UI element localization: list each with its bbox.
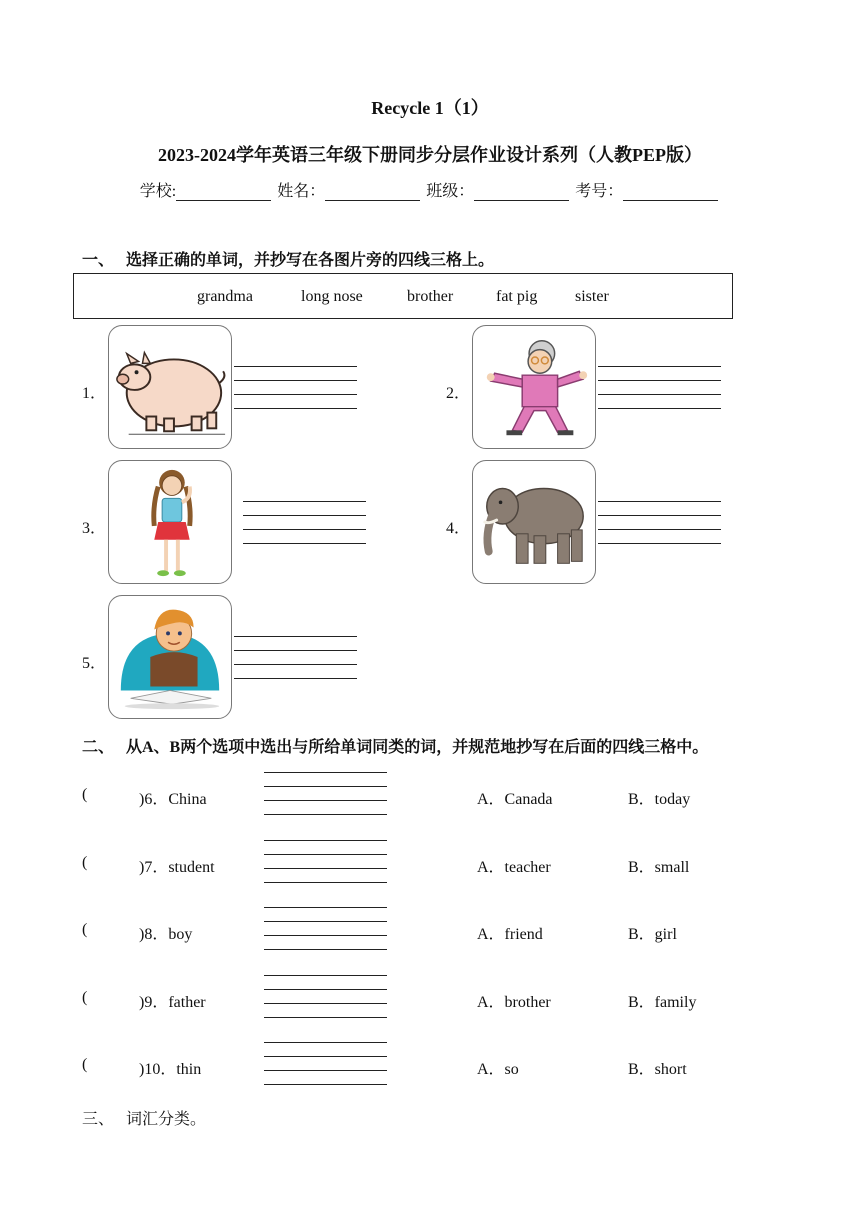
section-2-number: 二、 — [82, 739, 115, 756]
section-3-instruction: 词汇分类。 — [126, 1111, 207, 1128]
grandma-icon — [472, 325, 596, 449]
q7-option-a: A．teacher — [477, 859, 551, 876]
school-blank[interactable] — [176, 184, 271, 201]
writing-lines-5[interactable] — [234, 636, 357, 678]
q10-answer-paren[interactable]: ( — [82, 1056, 88, 1073]
word-bank-item: long nose — [301, 288, 363, 305]
q9-option-b: B．family — [628, 994, 697, 1011]
class-label: 班级： — [426, 183, 475, 200]
q8-option-b: B．girl — [628, 926, 677, 943]
q9-option-a: A．brother — [477, 994, 551, 1011]
girl-icon — [108, 460, 232, 584]
q8-option-a: A．friend — [477, 926, 543, 943]
section-3-heading — [82, 1106, 206, 1129]
q7-writing-lines[interactable] — [264, 840, 387, 882]
q8-word: )8．boy — [139, 926, 193, 943]
word-bank-item: sister — [575, 288, 609, 305]
exam-number-label: 考号： — [575, 183, 624, 200]
writing-lines-2[interactable] — [598, 366, 721, 408]
q10-option-b: B．short — [628, 1061, 687, 1078]
section-2-instruction: 从A、B两个选项中选出与所给单词同类的词，并规范地抄写在后面的四线三格中。 — [126, 739, 709, 756]
class-blank[interactable] — [474, 184, 569, 201]
writing-lines-1[interactable] — [234, 366, 357, 408]
q6-answer-paren[interactable]: ( — [82, 786, 88, 803]
q6-writing-lines[interactable] — [264, 772, 387, 814]
q10-writing-lines[interactable] — [264, 1042, 387, 1084]
name-label: 姓名： — [277, 183, 326, 200]
q7-option-b: B．small — [628, 859, 690, 876]
section-2-heading — [82, 734, 708, 757]
section-1-number: 一、 — [82, 252, 115, 269]
boy-icon — [108, 595, 232, 719]
item-2-number: 2． — [446, 385, 471, 402]
page-subtitle: 2023-2024学年英语三年级下册同步分层作业设计系列（人教PEP版） — [158, 145, 702, 165]
q8-writing-lines[interactable] — [264, 907, 387, 949]
writing-lines-4[interactable] — [598, 501, 721, 543]
q7-word: )7．student — [139, 859, 215, 876]
q6-word: )6．China — [139, 791, 207, 808]
school-label: 学校: — [139, 183, 177, 200]
item-1-number: 1． — [82, 385, 107, 402]
q6-option-b: B．today — [628, 791, 691, 808]
section-3-number: 三、 — [82, 1111, 115, 1128]
q10-option-a: A．so — [477, 1061, 519, 1078]
pig-icon — [108, 325, 232, 449]
exam-number-blank[interactable] — [623, 184, 718, 201]
q9-answer-paren[interactable]: ( — [82, 989, 88, 1006]
item-4-number: 4． — [446, 520, 471, 537]
word-bank-box — [73, 273, 733, 319]
item-5-number: 5． — [82, 655, 107, 672]
name-blank[interactable] — [325, 184, 420, 201]
item-3-number: 3． — [82, 520, 107, 537]
q9-word: )9．father — [139, 994, 206, 1011]
section-1-instruction: 选择正确的单词，并抄写在各图片旁的四线三格上。 — [126, 252, 495, 269]
q6-option-a: A．Canada — [477, 791, 553, 808]
student-info-line — [0, 178, 860, 201]
word-bank-item: grandma — [197, 288, 253, 305]
q8-answer-paren[interactable]: ( — [82, 921, 88, 938]
q7-answer-paren[interactable]: ( — [82, 854, 88, 871]
word-bank-item: brother — [407, 288, 454, 305]
page-title: Recycle 1（1） — [371, 98, 489, 118]
section-1-heading — [82, 247, 494, 270]
q9-writing-lines[interactable] — [264, 975, 387, 1017]
elephant-icon — [472, 460, 596, 584]
word-bank-item: fat pig — [496, 288, 538, 305]
writing-lines-3[interactable] — [243, 501, 366, 543]
q10-word: )10．thin — [139, 1061, 202, 1078]
